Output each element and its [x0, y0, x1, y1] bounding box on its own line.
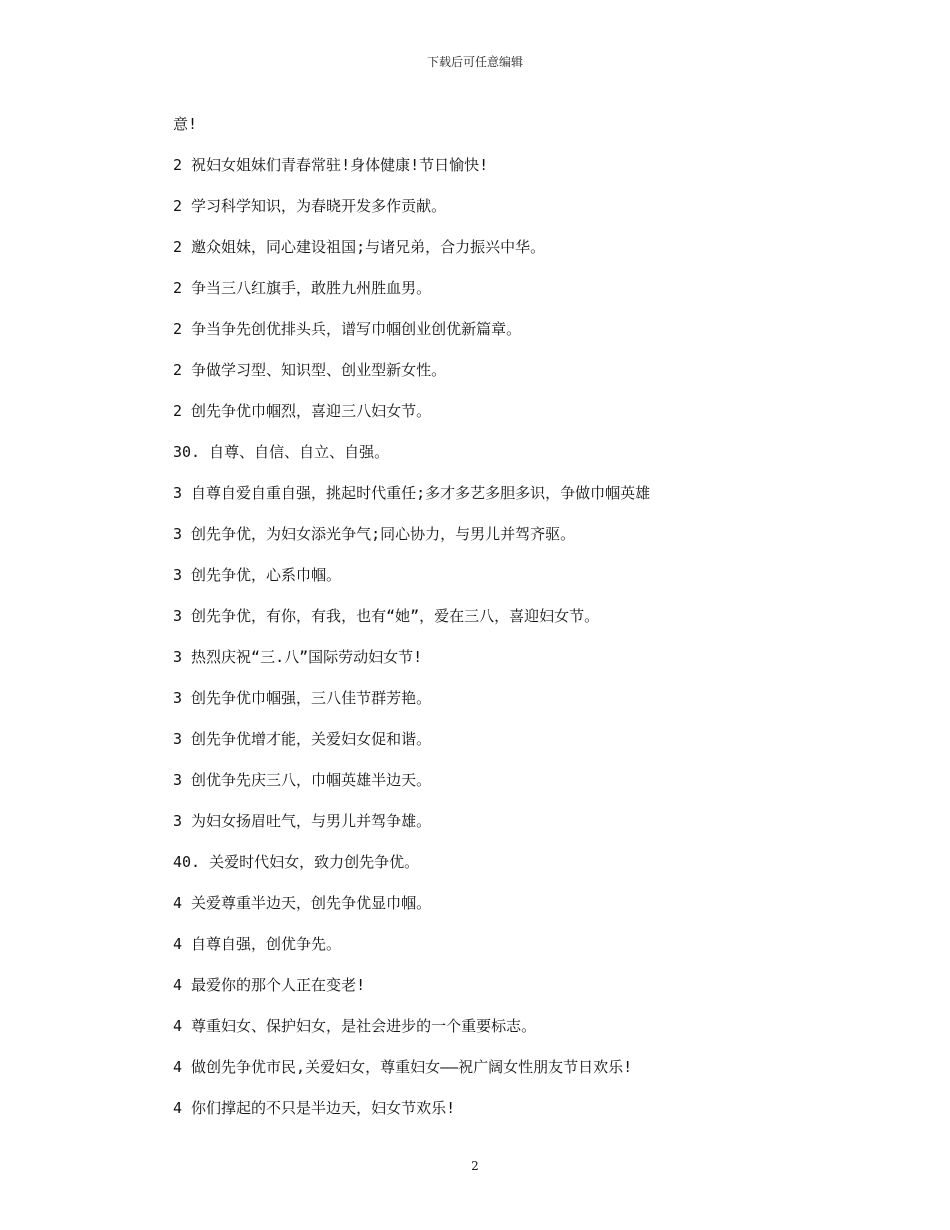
text-line: 2 争当争先创优排头兵，谱写巾帼创业创优新篇章。 [173, 320, 522, 338]
text-line: 2 祝妇女姐妹们青春常驻!身体健康!节日愉快! [173, 156, 489, 174]
text-line: 3 创先争优，心系巾帼。 [173, 566, 342, 584]
text-line: 3 创先争优，有你，有我，也有“她”，爱在三八，喜迎妇女节。 [173, 607, 600, 625]
text-line: 4 自尊自强，创优争先。 [173, 935, 342, 953]
document-body [173, 113, 793, 1138]
text-line: 意! [173, 115, 198, 133]
text-line: 4 关爱尊重半边天，创先争优显巾帼。 [173, 894, 432, 912]
text-line: 4 尊重妇女、保护妇女，是社会进步的一个重要标志。 [173, 1017, 537, 1035]
page-header: 下载后可任意编辑 [426, 55, 523, 69]
text-line: 2 争做学习型、知识型、创业型新女性。 [173, 361, 447, 379]
page-number: 2 [471, 1159, 479, 1173]
text-line: 3 创优争先庆三八，巾帼英雄半边天。 [173, 771, 432, 789]
text-line: 3 热烈庆祝“三.八”国际劳动妇女节! [173, 648, 423, 666]
text-line: 4 做创先争优市民,关爱妇女，尊重妇女——祝广阔女性朋友节日欢乐! [173, 1058, 633, 1076]
text-line: 3 为妇女扬眉吐气，与男儿并驾争雄。 [173, 812, 432, 830]
text-line: 2 争当三八红旗手，敢胜九州胜血男。 [173, 279, 432, 297]
text-line: 2 学习科学知识，为春晓开发多作贡献。 [173, 197, 447, 215]
text-line: 4 最爱你的那个人正在变老! [173, 976, 366, 994]
text-line: 40. 关爱时代妇女，致力创先争优。 [173, 853, 420, 871]
text-line: 3 创先争优巾帼强，三八佳节群芳艳。 [173, 689, 432, 707]
text-line: 2 邀众姐妹，同心建设祖国;与诸兄弟，合力振兴中华。 [173, 238, 546, 256]
text-line: 2 创先争优巾帼烈，喜迎三八妇女节。 [173, 402, 432, 420]
text-line: 4 你们撑起的不只是半边天，妇女节欢乐! [173, 1099, 456, 1117]
text-line: 3 自尊自爱自重自强，挑起时代重任;多才多艺多胆多识，争做巾帼英雄 [173, 484, 651, 502]
text-line: 30. 自尊、自信、自立、自强。 [173, 443, 390, 461]
text-line: 3 创先争优增才能，关爱妇女促和谐。 [173, 730, 432, 748]
text-line: 3 创先争优，为妇女添光争气;同心协力，与男儿并驾齐驱。 [173, 525, 576, 543]
